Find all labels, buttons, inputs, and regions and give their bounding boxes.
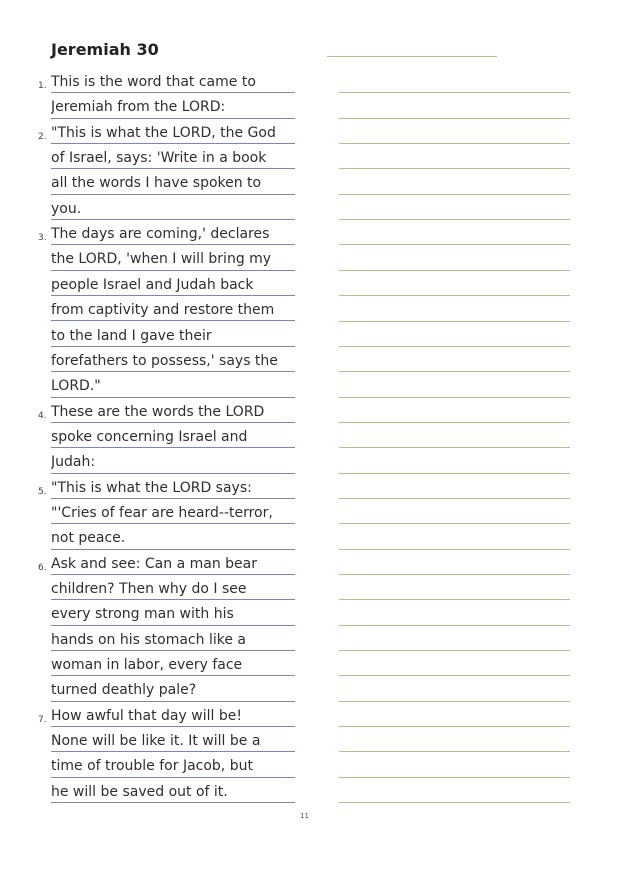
verse-number: 3. — [38, 233, 47, 244]
writing-line — [339, 777, 570, 778]
verse-text-line: he will be saved out of it. — [51, 778, 295, 803]
writing-line — [339, 168, 570, 169]
writing-line — [339, 346, 570, 347]
page-title: Jeremiah 30 — [51, 40, 159, 59]
writing-line — [339, 802, 570, 803]
verse-text-line: forefathers to possess,' says the — [51, 347, 295, 372]
verse-number: 6. — [38, 562, 47, 573]
verse-text-line: children? Then why do I see — [51, 575, 295, 600]
writing-line — [339, 143, 570, 144]
title-writing-line — [327, 56, 497, 57]
verse-text-line: woman in labor, every face — [51, 651, 295, 676]
writing-line — [339, 726, 570, 727]
writing-line — [339, 574, 570, 575]
verse-text-line: LORD." — [51, 372, 295, 397]
writing-line — [339, 650, 570, 651]
writing-line — [339, 397, 570, 398]
writing-line — [339, 498, 570, 499]
verse-text-line: "This is what the LORD says: — [51, 474, 295, 499]
verse-text-line: None will be like it. It will be a — [51, 727, 295, 752]
verse-text-line: to the land I gave their — [51, 322, 295, 347]
writing-line — [339, 92, 570, 93]
writing-line — [339, 295, 570, 296]
verse-text-line: spoke concerning Israel and — [51, 423, 295, 448]
verse-text-line: "This is what the LORD, the God — [51, 119, 295, 144]
verse-text-line: These are the words the LORD — [51, 398, 295, 423]
writing-line — [339, 219, 570, 220]
verse-text-line: time of trouble for Jacob, but — [51, 752, 295, 777]
verse-text-line: all the words I have spoken to — [51, 169, 295, 194]
verse-text-line: turned deathly pale? — [51, 676, 295, 701]
verse-text-line: Ask and see: Can a man bear — [51, 550, 295, 575]
verse-number: 1. — [38, 81, 47, 91]
verse-text-line: not peace. — [51, 524, 295, 549]
verse-number: 4. — [38, 410, 47, 421]
verse-text-line: hands on his stomach like a — [51, 626, 295, 651]
verse-text-line: from captivity and restore them — [51, 296, 295, 321]
writing-line — [339, 549, 570, 550]
writing-line — [339, 473, 570, 474]
verse-text-line: This is the word that came to — [51, 68, 295, 93]
writing-line — [339, 321, 570, 322]
verse-number: 2. — [38, 131, 47, 142]
writing-line — [339, 751, 570, 752]
verse-text-line: "'Cries of fear are heard--terror, — [51, 499, 295, 524]
writing-line — [339, 625, 570, 626]
verse-text-line: The days are coming,' declares — [51, 220, 295, 245]
verse-text-line: you. — [51, 195, 295, 220]
writing-line — [339, 270, 570, 271]
page-number-mark: 11 — [300, 812, 309, 820]
writing-line — [339, 599, 570, 600]
verse-number: 5. — [38, 486, 47, 497]
verse-text-line: people Israel and Judah back — [51, 271, 295, 296]
verse-text-line: Jeremiah from the LORD: — [51, 93, 295, 118]
verse-number: 7. — [38, 714, 47, 725]
writing-line — [339, 447, 570, 448]
writing-line — [339, 371, 570, 372]
verse-text-line: every strong man with his — [51, 600, 295, 625]
verse-text-line: the LORD, 'when I will bring my — [51, 245, 295, 270]
verse-text-line: Judah: — [51, 448, 295, 473]
writing-line — [339, 523, 570, 524]
writing-line — [339, 422, 570, 423]
writing-line — [339, 244, 570, 245]
verse-text-line: How awful that day will be! — [51, 702, 295, 727]
writing-line — [339, 118, 570, 119]
writing-line — [339, 194, 570, 195]
verse-text-line: of Israel, says: 'Write in a book — [51, 144, 295, 169]
writing-line — [339, 675, 570, 676]
writing-line — [339, 701, 570, 702]
